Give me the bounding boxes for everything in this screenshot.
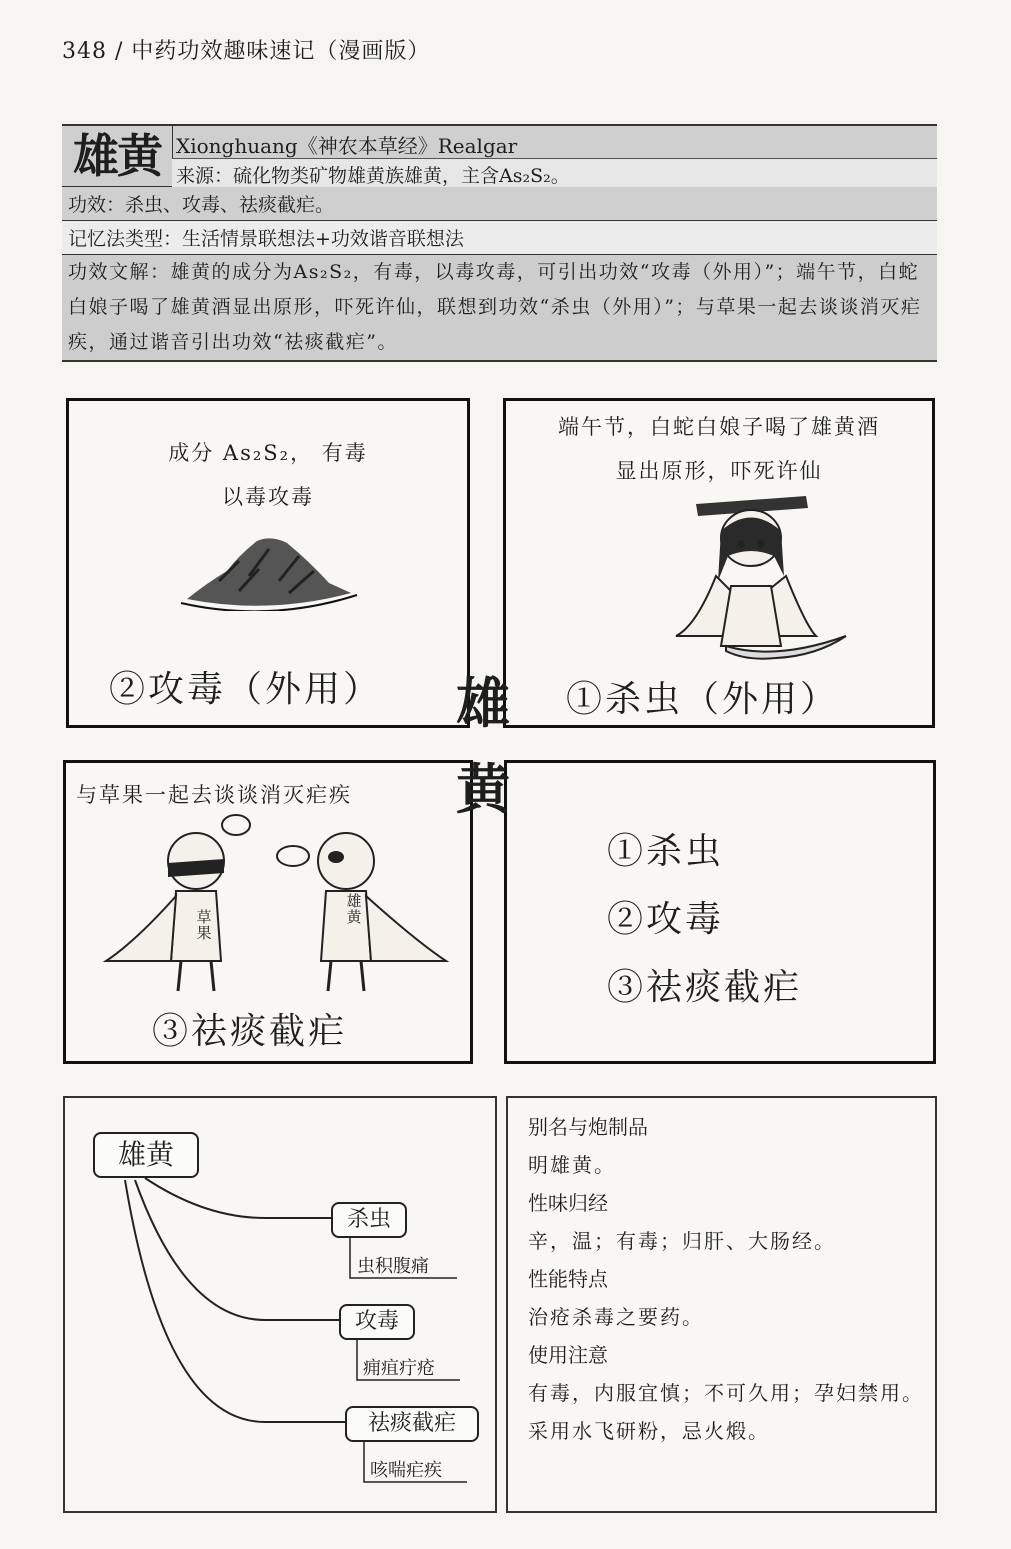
explain-label: 功效文解： (68, 261, 171, 283)
center-char-xiong: 雄 (456, 671, 510, 735)
mind-map-root: 雄黄 (93, 1132, 199, 1178)
panel-expel-phlegm (63, 760, 473, 1064)
panel-tl-line1: 成分 As₂S₂， 有毒 (168, 441, 368, 465)
panel-tl-line2: 以毒攻毒 (222, 485, 314, 509)
source-row (172, 158, 937, 187)
mind-map-sub-1: 虫积腹痛 (357, 1256, 429, 1277)
efficacy-row: 功效：杀虫、攻毒、祛痰截疟。 (62, 187, 937, 221)
prop-text-alias: 明雄黄。 (528, 1153, 616, 1177)
prop-text-cautions: 有毒，内服宜慎；不可久用；孕妇禁用。采用水飞研粉，忌火煅。 (528, 1381, 924, 1443)
panel-tr-line2: 显出原形，吓死许仙 (615, 459, 823, 483)
prop-text-nature: 辛，温；有毒；归肝、大肠经。 (528, 1229, 836, 1253)
white-snake-lady-icon (656, 486, 856, 666)
explanation-row (62, 255, 937, 362)
herb-name: 雄黄 (62, 126, 173, 186)
center-char-huang: 黄 (456, 757, 510, 821)
mineral-pile-icon (179, 531, 359, 611)
prop-heading-nature: 性味归经 (528, 1191, 608, 1215)
panel-attack-poison (66, 398, 470, 728)
summary-item-2: ②攻毒 (607, 899, 725, 940)
panel-tl-label: ②攻毒（外用） (109, 669, 383, 710)
mind-map-sub-2: 痈疽疔疮 (363, 1358, 435, 1379)
panel-summary (504, 760, 936, 1064)
memory-type-row: 记忆法类型：生活情景联想法+功效谐音联想法 (62, 221, 937, 255)
mind-map-branch-3: 祛痰截疟 (345, 1406, 479, 1442)
summary-item-1: ①杀虫 (607, 831, 725, 872)
panel-bl-label: ③祛痰截疟 (152, 1011, 348, 1052)
herb-title-block (62, 124, 937, 187)
page-header: 348 / 中药功效趣味速记（漫画版） (62, 39, 431, 64)
prop-heading-features: 性能特点 (528, 1267, 608, 1291)
explain-text: 雄黄的成分为As₂S₂，有毒，以毒攻毒，可引出功效“攻毒（外用）”；端午节，白蛇白娘子喝了雄黄酒显出原形，吓死许仙，联想到功效“杀虫（外用）”；与草果一起去谈谈消灭疟疾，通过谐音引出功效“祛痰截疟”。 (68, 261, 922, 353)
shirt-right-text: 雄黄 (346, 892, 362, 926)
shirt-left-text: 草果 (196, 908, 212, 942)
mind-map-sub-3: 咳喘疟疾 (370, 1460, 442, 1481)
prop-heading-cautions: 使用注意 (528, 1343, 608, 1367)
herb-info-table (62, 124, 937, 362)
two-heroes-icon (96, 811, 456, 1001)
properties-panel (506, 1096, 937, 1513)
panel-tr-line1: 端午节，白蛇白娘子喝了雄黄酒 (558, 415, 880, 439)
mind-map (63, 1096, 497, 1513)
prop-heading-alias: 别名与炮制品 (528, 1115, 648, 1139)
panel-tr-label: ①杀虫（外用） (566, 679, 840, 720)
panel-kill-worms (503, 398, 935, 728)
mind-map-branch-2: 攻毒 (339, 1304, 415, 1340)
panel-bl-caption: 与草果一起去谈谈消灭疟疾 (76, 783, 352, 807)
herb-source: 来源：硫化物类矿物雄黄族雄黄，主含As₂S₂。 (176, 165, 570, 187)
summary-item-3: ③祛痰截疟 (607, 967, 803, 1008)
prop-text-features: 治疮杀毒之要药。 (528, 1305, 704, 1329)
mind-map-branch-1: 杀虫 (331, 1202, 407, 1238)
herb-pinyin-line: Xionghuang《神农本草经》Realgar (176, 134, 518, 158)
